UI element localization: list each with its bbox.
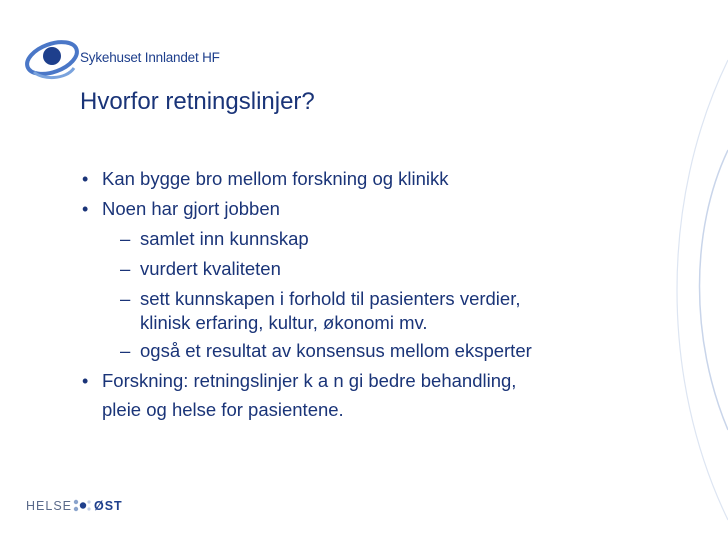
logo-org-name: Sykehuset Innlandet HF	[80, 50, 220, 65]
sub-bullet-item: – sett kunnskapen i forhold til pasienters verdier,	[120, 288, 521, 309]
sub-bullet-text: også et resultat av konsensus mellom eksperter	[140, 340, 532, 361]
sub-bullet-continuation: klinisk erfaring, kultur, økonomi mv.	[140, 312, 428, 333]
bullet-item: • Forskning: retningslinjer k a n gi bedre behandling,	[80, 366, 680, 396]
sub-bullet-item: – samlet inn kunnskap	[120, 228, 309, 249]
sub-bullet-item: – vurdert kvaliteten	[120, 258, 281, 279]
bullet-item: • Kan bygge bro mellom forskning og klinikk	[80, 164, 680, 194]
logo-helse-text: HELSE	[26, 499, 72, 513]
logo-emblem-icon	[22, 28, 82, 84]
logo-helse-ost	[26, 497, 146, 517]
slide-content	[80, 164, 680, 424]
bullet-item: • Noen har gjort jobben	[80, 194, 680, 224]
slide-title: Hvorfor retningslinjer?	[80, 88, 315, 115]
dots-icon	[72, 498, 92, 514]
sub-bullet-text: samlet inn kunnskap	[140, 228, 309, 249]
sub-bullet-item: – også et resultat av konsensus mellom eksperter	[120, 340, 532, 361]
logo-ost-text: ØST	[94, 499, 123, 513]
bullet-continuation: pleie og helse for pasientene.	[102, 399, 344, 420]
sub-bullet-text: vurdert kvaliteten	[140, 258, 281, 279]
sub-bullet-text: sett kunnskapen i forhold til pasienters verdier,	[140, 288, 521, 309]
